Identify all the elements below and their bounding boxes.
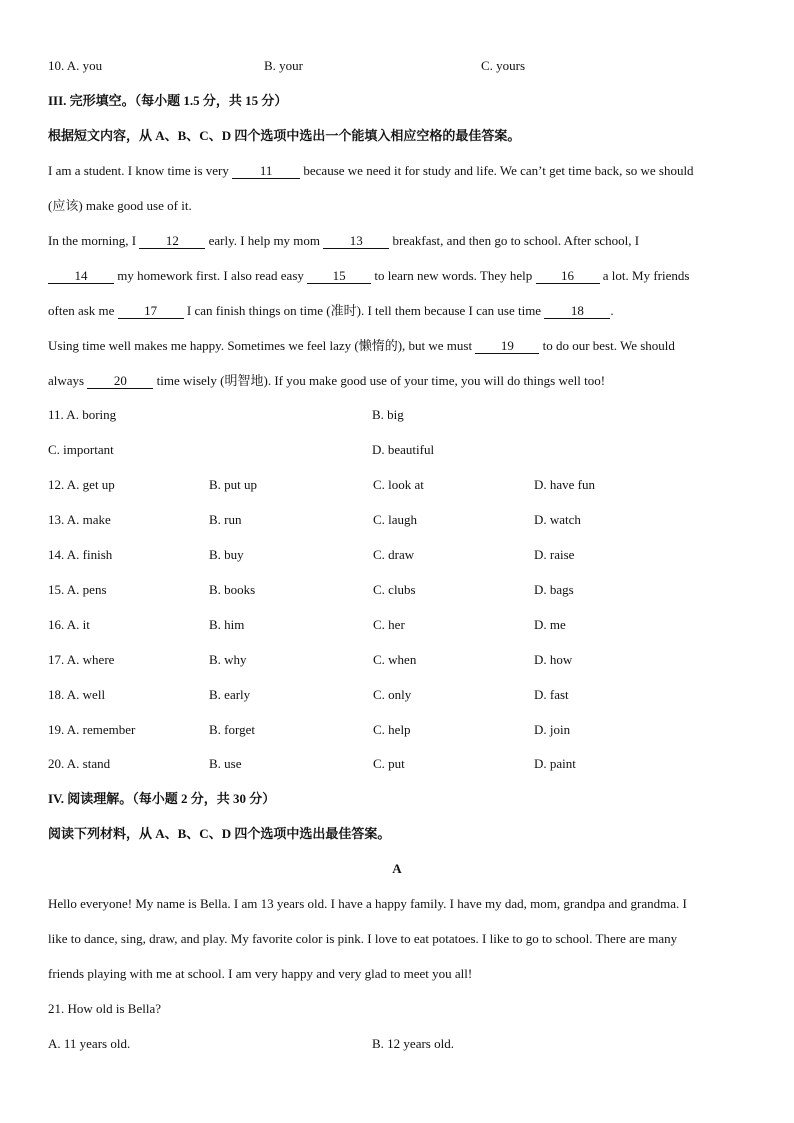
q11-option-a: 11. A. boring xyxy=(48,407,117,422)
q21-option-a: A. 11 years old. xyxy=(48,1036,131,1051)
q13-option-d: D. watch xyxy=(534,512,581,527)
q16-option-d: D. me xyxy=(534,617,566,632)
blank-16: 16 xyxy=(536,269,600,284)
blank-13: 13 xyxy=(323,234,389,249)
passage-text: I can finish things on time (准时). I tell them because I can use time xyxy=(186,303,542,318)
q10-option-a: A. you xyxy=(66,58,103,73)
passage-text: I am a student. I know time is very xyxy=(48,163,229,178)
q14-option-b: B. buy xyxy=(209,547,244,562)
blank-18: 18 xyxy=(544,304,610,319)
q12-option-b: B. put up xyxy=(209,477,258,492)
blank-11: 11 xyxy=(232,164,300,179)
blank-17: 17 xyxy=(118,304,184,319)
blank-12: 12 xyxy=(139,234,205,249)
reading-line-1: Hello everyone! My name is Bella. I am 13 years old. I have a happy family. I have my dad, mom, grandpa and grandma. I xyxy=(48,896,687,911)
passage-text: because we need it for study and life. We can’t get time back, so we should xyxy=(303,163,694,178)
q20-option-c: C. put xyxy=(373,756,405,771)
passage-text: time wisely (明智地). If you make good use of your time, you will do things well too! xyxy=(156,373,606,388)
passage-line-2: (应该) make good use of it. xyxy=(48,198,192,213)
q17-option-b: B. why xyxy=(209,652,247,667)
q16-option-c: C. her xyxy=(373,617,405,632)
blank-15: 15 xyxy=(307,269,371,284)
passage-text: to learn new words. They help xyxy=(374,268,533,283)
section3-heading: III. 完形填空。（每小题 1.5 分，共 15 分） xyxy=(48,93,288,108)
section3-instruction: 根据短文内容，从 A、B、C、D 四个选项中选出一个能填入相应空格的最佳答案。 xyxy=(48,128,521,143)
q18-option-a: 18. A. well xyxy=(48,687,106,702)
passage-text: to do our best. We should xyxy=(542,338,675,353)
q18-option-b: B. early xyxy=(209,687,251,702)
q20-option-b: B. use xyxy=(209,756,242,771)
q13-option-a: 13. A. make xyxy=(48,512,111,527)
q12-option-a: 12. A. get up xyxy=(48,477,115,492)
q12-option-c: C. look at xyxy=(373,477,424,492)
q21-option-b: B. 12 years old. xyxy=(372,1036,454,1051)
q19-option-d: D. join xyxy=(534,722,571,737)
blank-19: 19 xyxy=(475,339,539,354)
q19-option-c: C. help xyxy=(373,722,411,737)
q20-option-d: D. paint xyxy=(534,756,576,771)
q19-option-b: B. forget xyxy=(209,722,255,737)
passage-line-3 xyxy=(48,233,639,249)
q19-option-a: 19. A. remember xyxy=(48,722,136,737)
reading-part-label: A xyxy=(392,861,402,876)
q11-option-c: C. important xyxy=(48,442,114,457)
passage-line-7 xyxy=(48,373,605,389)
passage-line-6 xyxy=(48,338,675,354)
passage-text: Using time well makes me happy. Sometimes we feel lazy (懒惰的), but we must xyxy=(48,338,473,353)
q15-option-d: D. bags xyxy=(534,582,574,597)
q15-option-c: C. clubs xyxy=(373,582,416,597)
reading-line-3: friends playing with me at school. I am very happy and very glad to meet you all! xyxy=(48,966,473,981)
passage-text: a lot. My friends xyxy=(602,268,690,283)
passage-text: breakfast, and then go to school. After school, I xyxy=(392,233,640,248)
passage-line-4 xyxy=(48,268,689,284)
passage-line-5 xyxy=(48,303,614,319)
passage-line-1 xyxy=(48,163,694,179)
q15-option-b: B. books xyxy=(209,582,256,597)
q11-option-d: D. beautiful xyxy=(372,442,435,457)
q13-option-b: B. run xyxy=(209,512,242,527)
section4-instruction: 阅读下列材料，从 A、B、C、D 四个选项中选出最佳答案。 xyxy=(48,826,391,841)
q17-option-a: 17. A. where xyxy=(48,652,115,667)
blank-14: 14 xyxy=(48,269,114,284)
passage-text: my homework first. I also read easy xyxy=(117,268,304,283)
q17-option-c: C. when xyxy=(373,652,417,667)
q17-option-d: D. how xyxy=(534,652,573,667)
passage-text: often ask me xyxy=(48,303,115,318)
q11-option-b: B. big xyxy=(372,407,404,422)
q13-option-c: C. laugh xyxy=(373,512,418,527)
passage-text: In the morning, I xyxy=(48,233,137,248)
q10-number: 10. xyxy=(48,58,65,73)
q18-option-d: D. fast xyxy=(534,687,569,702)
passage-text: always xyxy=(48,373,85,388)
q14-option-a: 14. A. finish xyxy=(48,547,113,562)
passage-text: . xyxy=(610,303,614,318)
blank-20: 20 xyxy=(87,374,153,389)
q15-option-a: 15. A. pens xyxy=(48,582,107,597)
q10-row xyxy=(48,58,102,74)
passage-text: early. I help my mom xyxy=(208,233,321,248)
q16-option-a: 16. A. it xyxy=(48,617,90,632)
q10-option-b: B. your xyxy=(264,58,303,73)
q16-option-b: B. him xyxy=(209,617,245,632)
q14-option-c: C. draw xyxy=(373,547,415,562)
section4-heading: IV. 阅读理解。（每小题 2 分，共 30 分） xyxy=(48,791,276,806)
q21-question: 21. How old is Bella? xyxy=(48,1001,162,1016)
reading-line-2: like to dance, sing, draw, and play. My favorite color is pink. I love to eat potatoes. I like to go to school. There are many xyxy=(48,931,678,946)
q10-option-c: C. yours xyxy=(481,58,526,73)
q14-option-d: D. raise xyxy=(534,547,575,562)
q12-option-d: D. have fun xyxy=(534,477,596,492)
q18-option-c: C. only xyxy=(373,687,412,702)
q20-option-a: 20. A. stand xyxy=(48,756,111,771)
